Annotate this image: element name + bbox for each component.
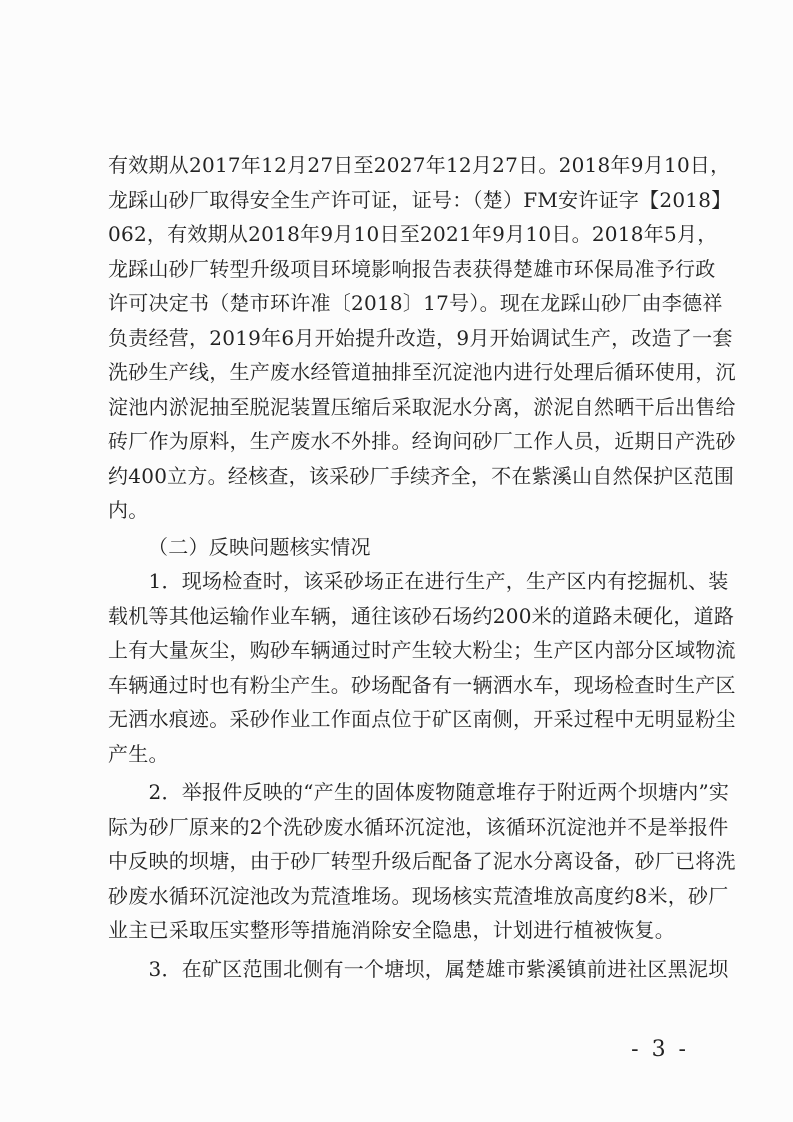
text-line: 中反映的坝塘，由于砂厂转型升级后配备了泥水分离设备，砂厂已将洗 [108,849,736,873]
paragraph-item-1 [108,564,736,771]
text-line: 际为砂厂原来的2个洗砂废水循环沉淀池，该循环沉淀池并不是举报件 [108,814,729,839]
text-line: 业主已采取压实整形等措施消除安全隐患，计划进行植被恢复。 [108,918,675,942]
text-line: 车辆通过时也有粉尘产生。砂场配备有一辆洒水车，现场检查时生产区 [108,672,736,697]
text-line: 2．举报件反映的“产生的固体废物随意堆存于附近两个坝塘内”实 [108,780,730,804]
text-line: 上有大量灰尘，购砂车辆通过时产生较大粉尘；生产区内部分区域物流 [108,638,736,662]
section-heading: （二）反映问题核实情况 [148,534,371,559]
text-line: 约400立方。经核查，该采砂厂手续齐全，不在紫溪山自然保护区范围 [108,463,735,488]
paragraph-item-3 [108,952,729,987]
text-line: 1．现场检查时，该采砂场正在进行生产，生产区内有挖掘机、装 [108,569,729,593]
paragraph-permit-info [108,148,736,528]
text-line: 产生。 [108,741,169,766]
paragraph-item-2 [108,775,736,948]
text-line: 062，有效期从2018年9月10日至2021年9月10日。2018年5月， [108,222,718,246]
text-line: 砖厂作为原料，生产废水不外排。经询问砂厂工作人员，近期日产洗砂 [108,429,736,453]
text-line: 内。 [108,498,149,522]
text-line: 3．在矿区范围北侧有一个塘坝，属楚雄市紫溪镇前进社区黑泥坝 [108,956,729,981]
text-line: 洗砂生产线，生产废水经管道抽排至沉淀池内进行处理后循环使用，沉 [108,360,736,384]
text-line: 负责经营，2019年6月开始提升改造，9月开始调试生产，改造了一套 [108,325,733,350]
document-body [108,148,736,986]
page-number: - 3 - [631,1037,689,1062]
text-line: 龙踩山砂厂取得安全生产许可证，证号：（楚）FM安许证字【2018】 [108,187,732,212]
text-line: 龙踩山砂厂转型升级项目环境影响报告表获得楚雄市环保局准予行政 [108,256,716,281]
text-line: 载机等其他运输作业车辆，通往该砂石场约200米的道路未硬化，道路 [108,603,735,628]
text-line: 淀池内淤泥抽至脱泥装置压缩后采取泥水分离，淤泥自然晒干后出售给 [108,394,736,419]
text-line: 许可决定书（楚市环许准〔2018〕17号）。现在龙踩山砂厂由李德祥 [108,291,723,315]
text-line: 无洒水痕迹。采砂作业工作面点位于矿区南侧，开采过程中无明显粉尘 [108,707,736,731]
text-line: 砂废水循环沉淀池改为荒渣堆场。现场核实荒渣堆放高度约8米，砂厂 [108,883,729,908]
text-line: 有效期从2017年12月27日至2027年12月27日。2018年9月10日， [108,153,731,177]
